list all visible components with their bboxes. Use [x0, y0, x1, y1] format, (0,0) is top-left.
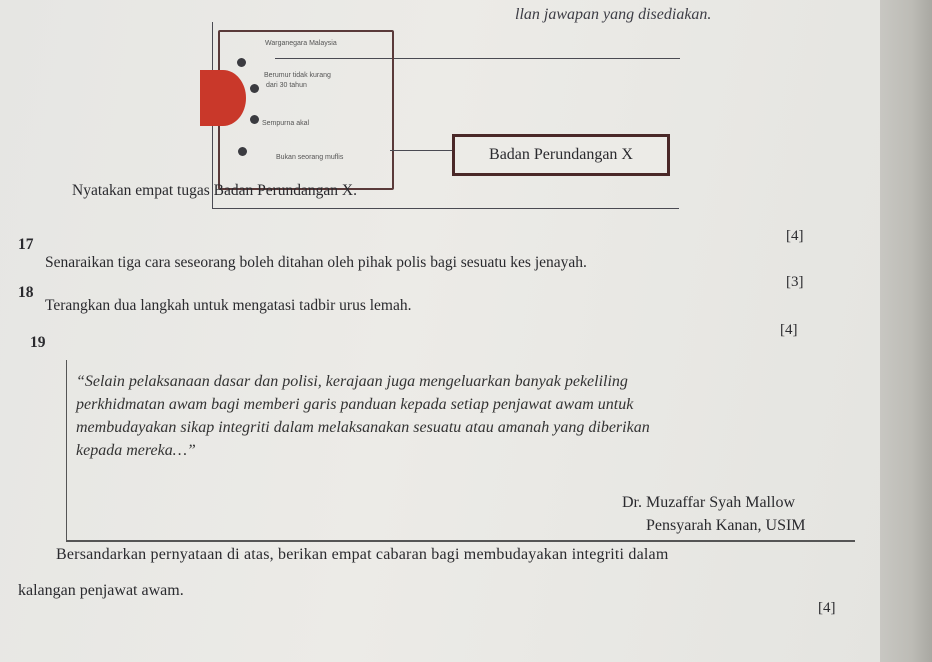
question-16-mark: [4] [786, 228, 804, 244]
requirement-label: Warganegara Malaysia [265, 40, 337, 47]
question-18-mark: [4] [780, 322, 798, 338]
question-19-instruction: Bersandarkan pernyataan di atas, berikan empat cabaran bagi membudayakan integriti dalam [56, 546, 669, 563]
quote-line: “Selain pelaksanaan dasar dan polisi, kerajaan juga mengeluarkan banyak pekeliling [76, 373, 628, 390]
question-18-text: Terangkan dua langkah untuk mengatasi tadbir urus lemah. [45, 297, 412, 314]
quote-line: membudayakan sikap integriti dalam melaksanakan sesuatu atau amanah yang diberikan [76, 419, 650, 436]
question-19-mark: [4] [818, 600, 836, 616]
quote-text [76, 370, 846, 462]
question-17-number: 17 [18, 236, 34, 253]
quote-affiliation: Pensyarah Kanan, USIM [646, 517, 806, 534]
quote-author: Dr. Muzaffar Syah Mallow [622, 494, 795, 511]
requirements-box [218, 30, 394, 190]
red-semicircle [200, 70, 246, 126]
requirement-label: dari 30 tahun [266, 82, 307, 89]
question-19-number: 19 [30, 334, 46, 351]
question-16-text: Nyatakan empat tugas Badan Perundangan X. [72, 182, 357, 199]
question-19-instruction-cont: kalangan penjawat awam. [18, 582, 184, 599]
quote-line: kepada mereka…” [76, 442, 196, 459]
question-18-number: 18 [18, 284, 34, 301]
requirement-label: Berumur tidak kurang [264, 72, 331, 79]
connector-line [390, 150, 452, 151]
requirement-label: Bukan seorang muflis [276, 154, 344, 161]
bullet-dot [250, 84, 259, 93]
quote-line: perkhidmatan awam bagi memberi garis panduan kepada setiap penjawat awam untuk [76, 396, 634, 413]
badan-label: Badan Perundangan X [489, 146, 633, 163]
requirement-label: Sempurna akal [262, 120, 310, 127]
instruction-fragment: llan jawapan yang disediakan. [515, 6, 712, 23]
bullet-dot [237, 58, 246, 67]
question-17-text: Senaraikan tiga cara seseorang boleh ditahan oleh pihak polis bagi sesuatu kes jenayah. [45, 254, 587, 271]
bullet-dot [238, 147, 247, 156]
page-edge [880, 0, 932, 662]
question-17-mark: [3] [786, 274, 804, 290]
bullet-dot [250, 115, 259, 124]
badan-perundangan-box [452, 134, 670, 176]
